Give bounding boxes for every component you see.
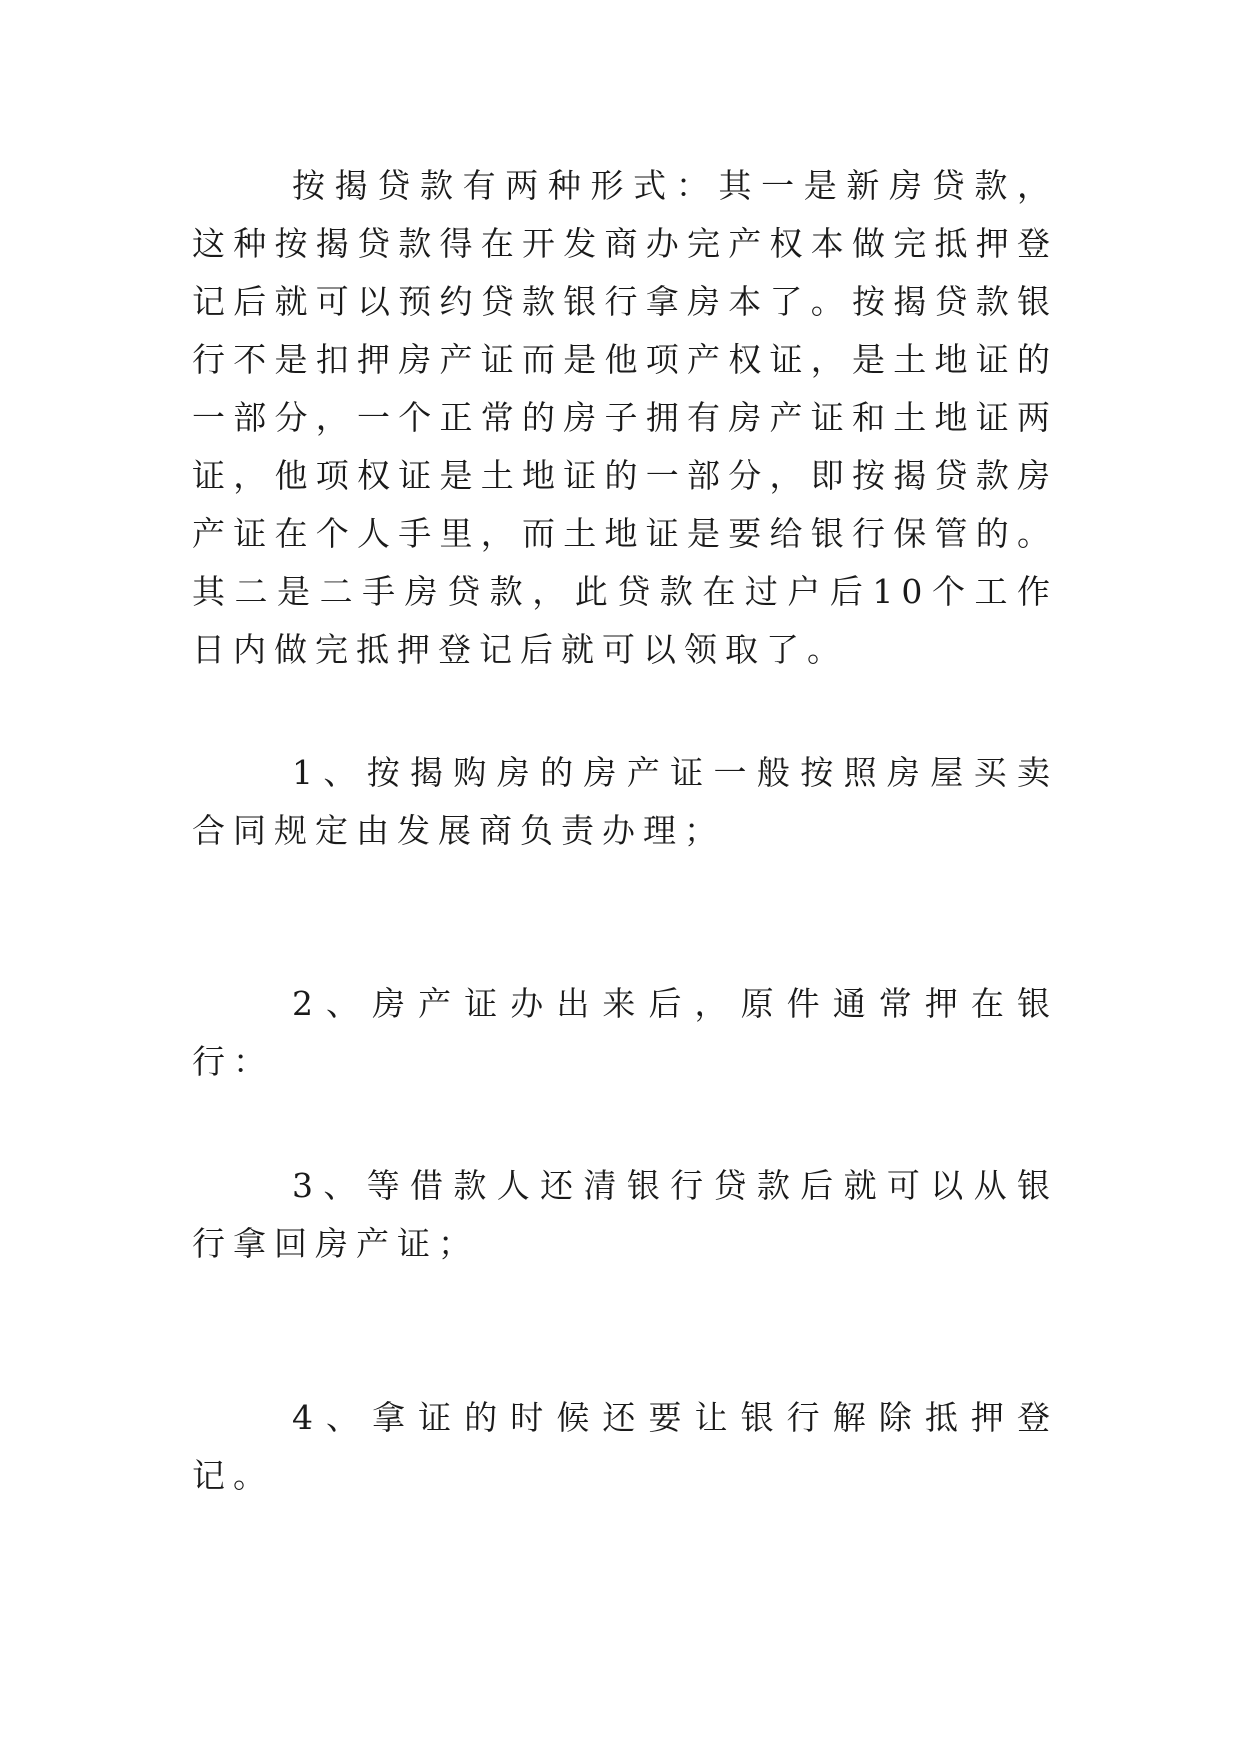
intro-paragraph: 按揭贷款有两种形式：其一是新房贷款，这种按揭贷款得在开发商办完产权本做完抵押登记后就可以预约贷款银行拿房本了。按揭贷款银行不是扣押房产证而是他项产权证，是土地证的一部分，一个正常的房子拥有房产证和土地证两证，他项权证是土地证的一部分，即按揭贷款房产证在个人手里，而土地证是要给银行保管的。其二是二手房贷款，此贷款在过户后10个工作日内做完抵押登记后就可以领取了。: [192, 166, 1058, 669]
list-item: 2、房产证办出来后，原件通常押在银行：: [192, 984, 1058, 1081]
list-item: 4、拿证的时候还要让银行解除抵押登记。: [192, 1398, 1058, 1495]
list-item: 3、等借款人还清银行贷款后就可以从银行拿回房产证；: [192, 1166, 1058, 1263]
list-item: 1、按揭购房的房产证一般按照房屋买卖合同规定由发展商负责办理；: [192, 753, 1058, 850]
